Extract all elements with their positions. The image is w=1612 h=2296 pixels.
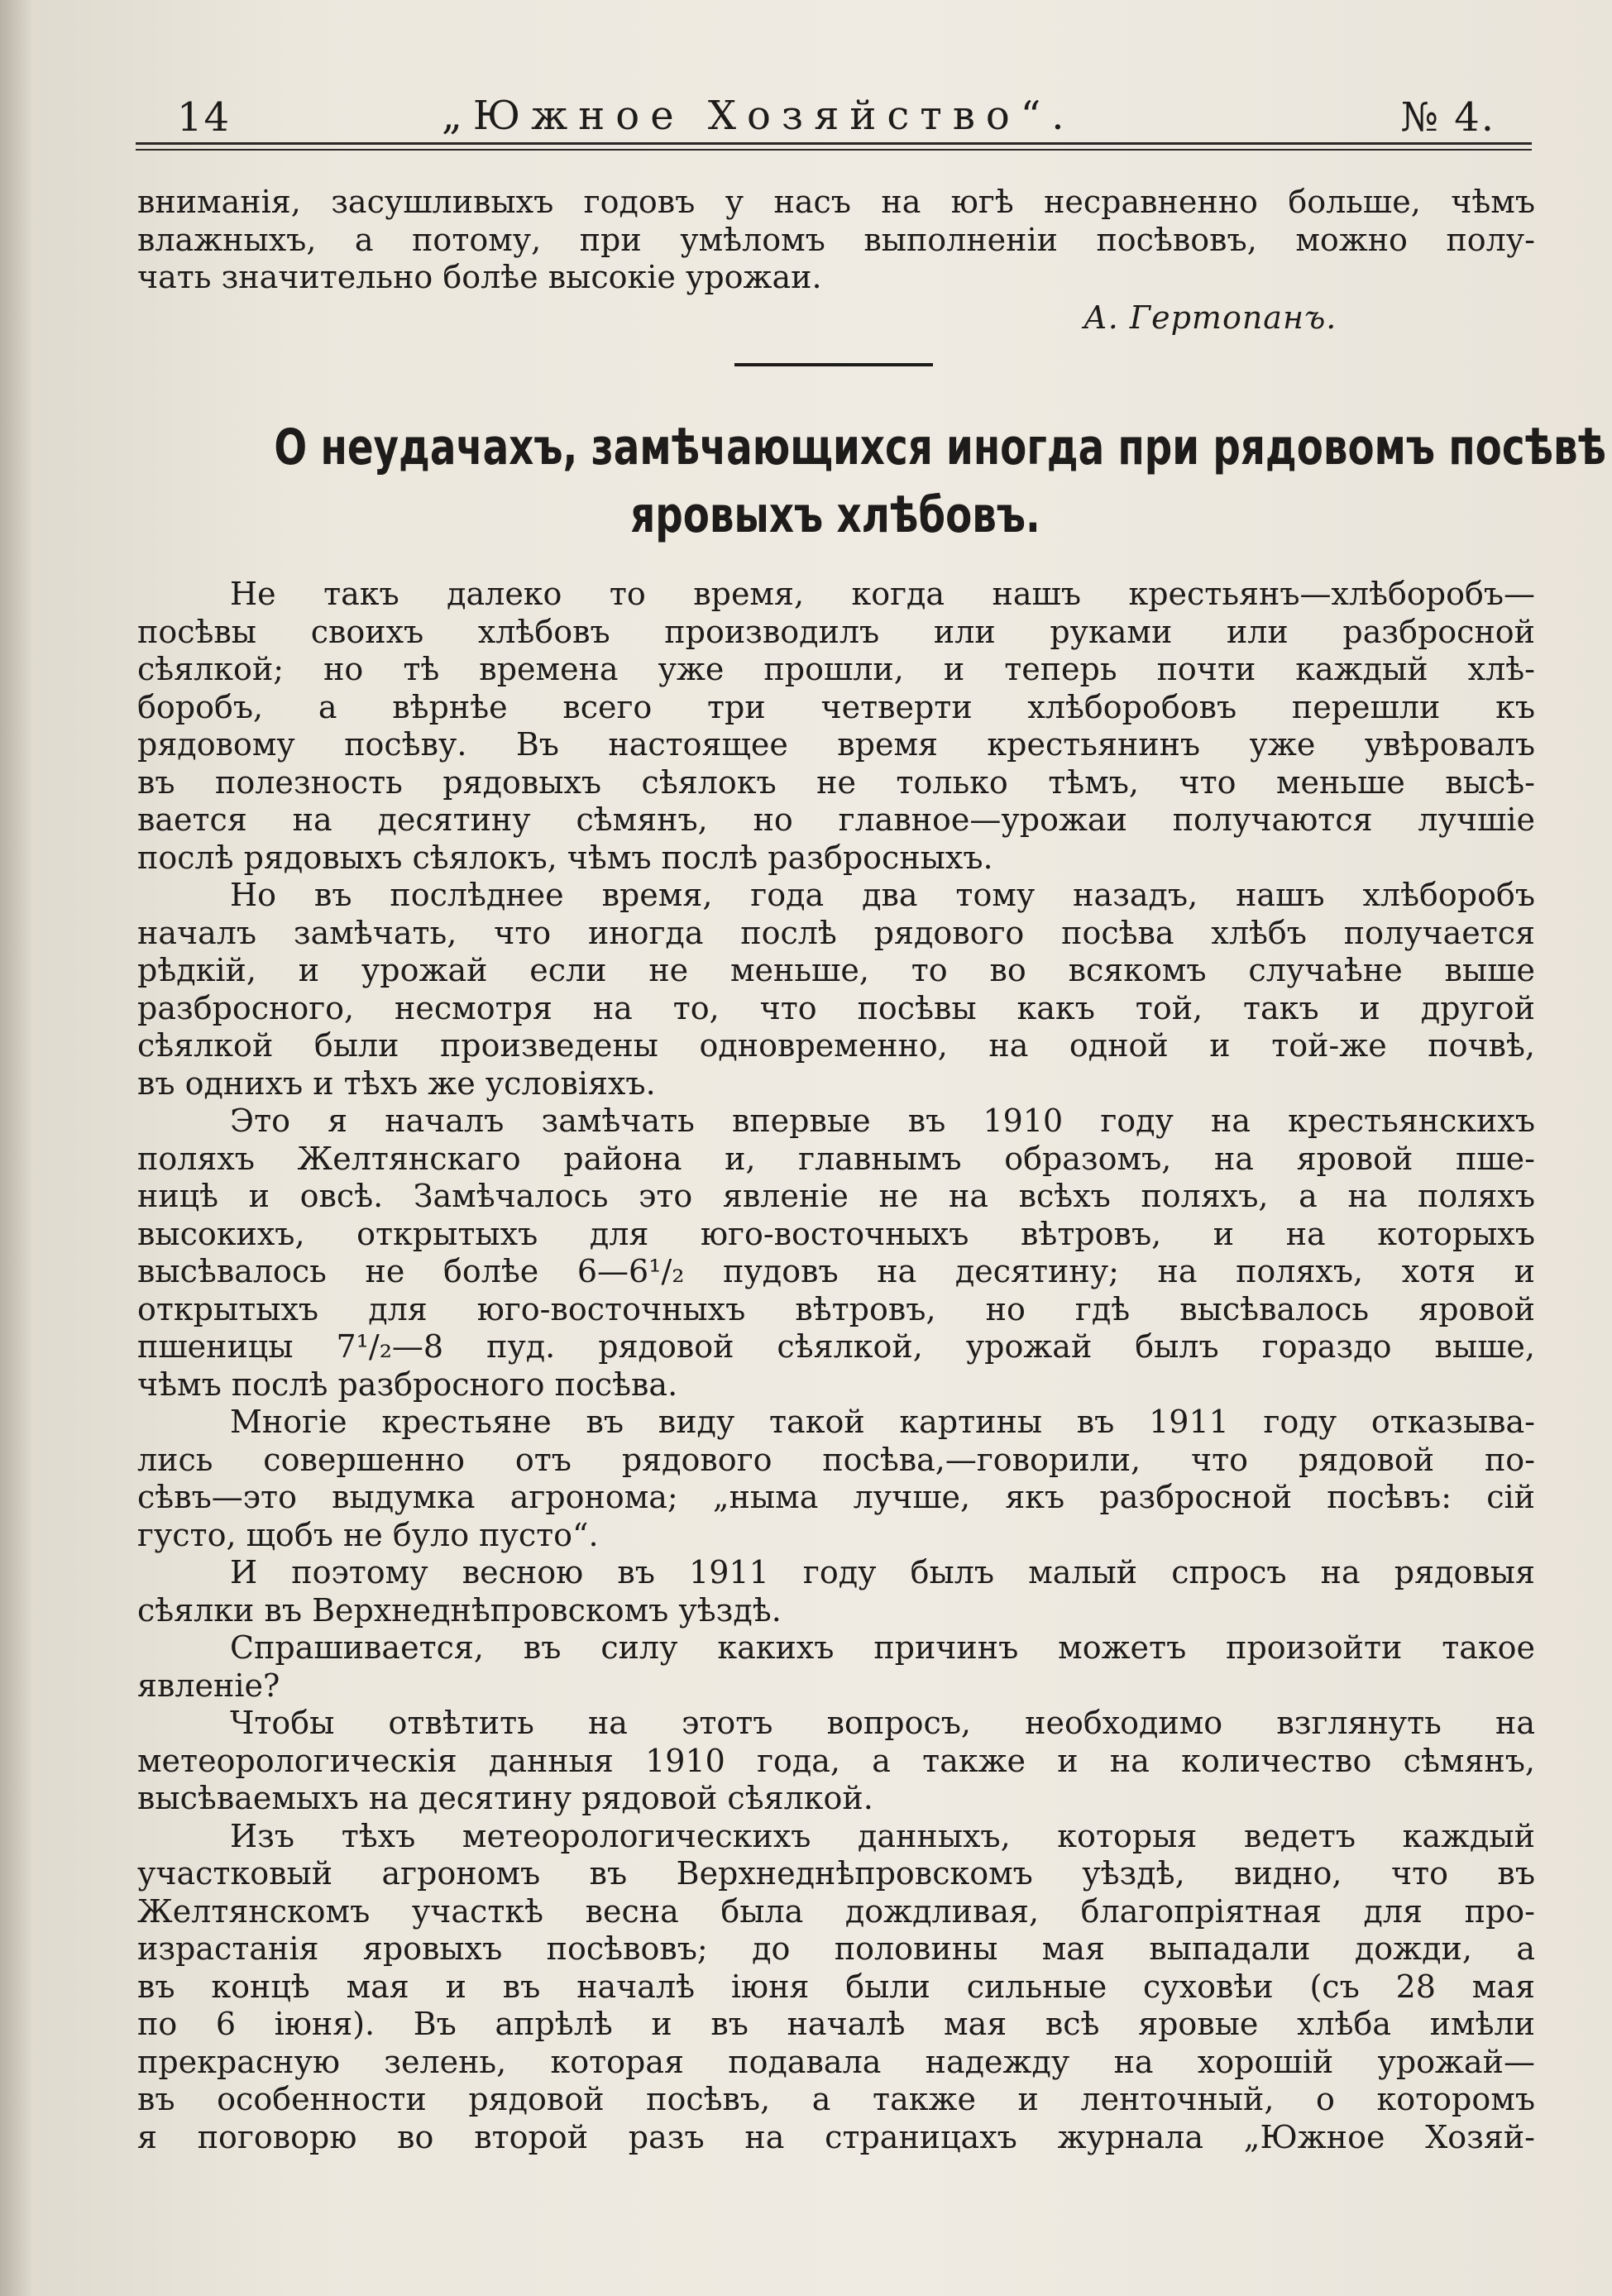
text-line: вниманія, засушливыхъ годовъ у насъ на югѣ несравненно больше, чѣмъ [137, 184, 1535, 220]
text-line: Не такъ далеко то время, когда нашъ крестьянъ—хлѣборобъ— [230, 576, 1535, 612]
text-line: влажныхъ, а потому, при умѣломъ выполненіи посѣвовъ, можно полу- [137, 221, 1535, 258]
text-line: я поговорю во второй разъ на страницахъ журнала „Южное Хозяй- [137, 2118, 1535, 2155]
text-line: началъ замѣчать, что иногда послѣ рядового посѣва хлѣбъ получается [137, 914, 1535, 951]
section-divider [734, 363, 933, 366]
text-line: Спрашивается, въ силу какихъ причинъ можетъ произойти такое [230, 1629, 1535, 1666]
text-line: въ особенности рядовой посѣвъ, а также и ленточный, о которомъ [137, 2081, 1535, 2117]
header-rule [136, 142, 1532, 145]
text-line: боробъ, а вѣрнѣе всего три четверти хлѣборобовъ перешли къ [137, 688, 1535, 725]
text-line: вается на десятину сѣмянъ, но главное—урожаи получаются лучшіе [137, 801, 1535, 838]
article-title [274, 414, 1607, 549]
text-line: по 6 іюня). Въ апрѣлѣ и въ началѣ мая всѣ яровые хлѣба имѣли [137, 2006, 1535, 2042]
text-line: лись совершенно отъ рядового посѣва,—говорили, что рядовой по- [137, 1441, 1535, 1478]
text-line: послѣ рядовыхъ сѣялокъ, чѣмъ послѣ разбросныхъ. [137, 839, 993, 876]
text-line: высокихъ, открытыхъ для юго-восточныхъ вѣтровъ, и на которыхъ [137, 1215, 1535, 1252]
paragraph [137, 1629, 1535, 1705]
text-line: пшеницы 7¹/₂—8 пуд. рядовой сѣялкой, урожай былъ гораздо выше, [137, 1328, 1535, 1365]
text-line: Изъ тѣхъ метеорологическихъ данныхъ, которыя ведетъ каждый [230, 1817, 1535, 1854]
intro-paragraph [137, 184, 1535, 297]
text-line: въ однихъ и тѣхъ же условіяхъ. [137, 1064, 656, 1102]
text-line: посѣвы своихъ хлѣбовъ производилъ или руками или разбросной [137, 613, 1535, 650]
paragraph [137, 1705, 1535, 1818]
text-line: сѣялкой были произведены одновременно, на одной и той-же почвѣ, [137, 1027, 1535, 1064]
text-line: сѣялкой; но тѣ времена уже прошли, и теперь почти каждый хлѣ- [137, 651, 1535, 687]
text-line: въ полезность рядовыхъ сѣялокъ не только тѣмъ, что меньше высѣ- [137, 763, 1535, 801]
paragraph [137, 1404, 1535, 1554]
paragraph [137, 1818, 1535, 2157]
text-line: прекрасную зелень, которая подавала надежду на хорошій урожай— [137, 2043, 1535, 2080]
text-line: въ концѣ мая и въ началѣ іюня были сильные суховѣи (съ 28 мая [137, 1968, 1535, 2005]
text-line: Чтобы отвѣтить на этотъ вопросъ, необходимо взглянуть на [230, 1705, 1535, 1741]
text-line: рядовому посѣву. Въ настоящее время крестьянинъ уже увѣровалъ [137, 726, 1535, 763]
issue-number: № 4. [1400, 94, 1495, 141]
paragraph [137, 1554, 1535, 1629]
paragraph [137, 1103, 1535, 1404]
text-line: высѣвалось не болѣе 6—6¹/₂ пудовъ на десятину; на поляхъ, хотя и [137, 1253, 1535, 1289]
text-line: поляхъ Желтянскаго района и, главнымъ образомъ, на яровой пше- [137, 1140, 1535, 1177]
paragraph [137, 877, 1535, 1103]
text-line: Многіе крестьяне въ виду такой картины въ 1911 году отказыва- [230, 1404, 1535, 1440]
text-line: метеорологическія данныя 1910 года, а также и на количество сѣмянъ, [137, 1742, 1535, 1779]
text-line: сѣвъ—это выдумка агронома; „ныма лучше, якъ разбросной посѣвъ: сій [137, 1479, 1535, 1515]
text-line: Но въ послѣднее время, года два тому назадъ, нашъ хлѣборобъ [230, 877, 1535, 913]
title-line: О неудачахъ, замѣчающихся иногда при рядовомъ посѣвѣ [274, 419, 1607, 476]
paragraph [137, 576, 1535, 877]
text-line: Это я началъ замѣчать впервые въ 1910 году на крестьянскихъ [230, 1103, 1535, 1139]
text-line: рѣдкій, и урожай если не меньше, то во всякомъ случаѣне выше [137, 952, 1535, 988]
text-line: густо, щобъ не було пусто“. [137, 1516, 599, 1553]
text-line: явленіе? [137, 1667, 280, 1704]
text-line: И поэтому весною въ 1911 году былъ малый спросъ на рядовыя [230, 1554, 1535, 1590]
article-body [137, 576, 1535, 2156]
running-header [136, 86, 1532, 144]
text-line: ницѣ и овсѣ. Замѣчалось это явленіе не на всѣхъ поляхъ, а на поляхъ [137, 1178, 1535, 1214]
text-line: чать значительно болѣе высокіе урожаи. [137, 259, 822, 295]
header-rule-thin [136, 149, 1532, 151]
text-line: израстанія яровыхъ посѣвовъ; до половины мая выпадали дожди, а [137, 1930, 1535, 1967]
text-line: чѣмъ послѣ разбросного посѣва. [137, 1366, 678, 1403]
scan-shadow [0, 0, 33, 2296]
title-line: яровыхъ хлѣбовъ. [630, 486, 1040, 544]
text-line: разбросного, несмотря на то, что посѣвы какъ той, такъ и другой [137, 989, 1535, 1026]
text-line: высѣваемыхъ на десятину рядовой сѣялкой. [137, 1780, 873, 1816]
journal-title: „Южное Хозяйство“. [442, 93, 1075, 139]
page-number: 14 [177, 94, 232, 141]
text-line: открытыхъ для юго-восточныхъ вѣтровъ, но гдѣ высѣвалось яровой [137, 1290, 1535, 1327]
text-line: сѣялки въ Верхнеднѣпровскомъ уѣздѣ. [137, 1591, 782, 1629]
text-line: Желтянскомъ участкѣ весна была дождливая, благопріятная для про- [137, 1892, 1535, 1930]
author-signature: А. Гертопанъ. [1083, 299, 1337, 336]
text-line: участковый агрономъ въ Верхнеднѣпровскомъ уѣздѣ, видно, что въ [137, 1855, 1535, 1892]
